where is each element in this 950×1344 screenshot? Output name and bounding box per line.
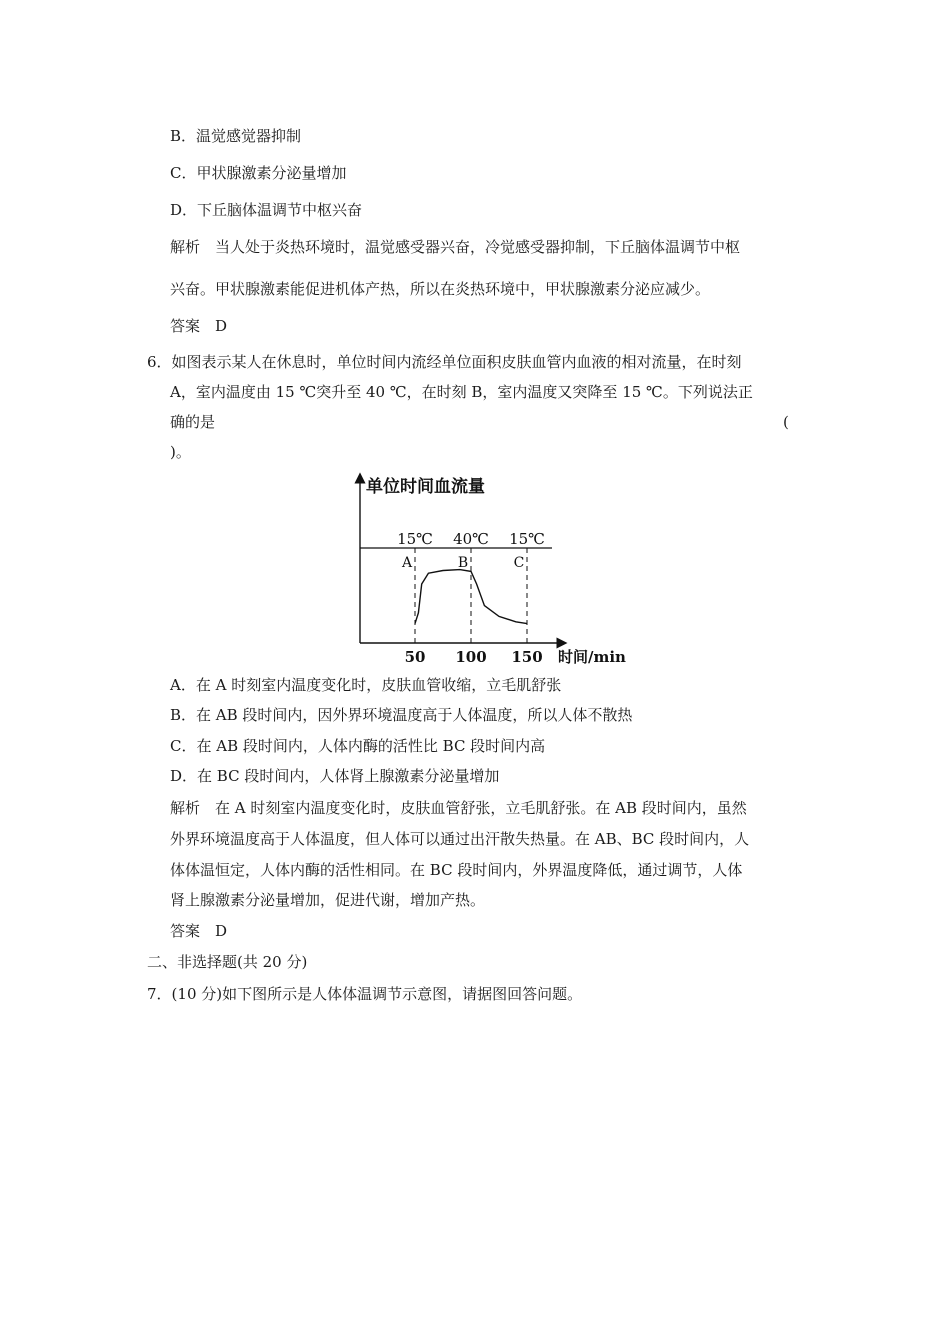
blood-flow-chart — [340, 468, 630, 668]
q5-answer: 答案 D — [170, 317, 228, 335]
q6-answer-paren-open: ( — [783, 413, 789, 431]
q6-answer: 答案 D — [170, 922, 228, 940]
x-axis-label: 时间/min — [558, 648, 626, 666]
section-2-heading: 二、非选择题(共 20 分) — [147, 953, 308, 971]
q5-option-c: C．甲状腺激素分泌量增加 — [170, 164, 347, 182]
q6-stem-line-3: 确的是 — [170, 413, 216, 431]
marker-temp-label-b: 40℃ — [453, 530, 489, 548]
q6-stem-line-1: 6．如图表示某人在休息时，单位时间内流经单位面积皮肤血管内血液的相对流量，在时刻 — [147, 353, 742, 371]
q6-answer-paren-close: )。 — [170, 443, 191, 461]
q6-option-b: B．在 AB 段时间内，因外界环境温度高于人体温度，所以人体不散热 — [170, 706, 633, 724]
q6-option-c: C．在 AB 段时间内，人体内酶的活性比 BC 段时间内高 — [170, 737, 546, 755]
q6-option-a: A．在 A 时刻室内温度变化时，皮肤血管收缩，立毛肌舒张 — [170, 676, 562, 694]
marker-temp-label-a: 15℃ — [397, 530, 433, 548]
q5-option-d: D．下丘脑体温调节中枢兴奋 — [170, 201, 363, 219]
q6-analysis-line-2: 外界环境温度高于人体温度，但人体可以通过出汗散失热量。在 AB、BC 段时间内，人 — [170, 830, 750, 848]
q5-option-b: B．温觉感觉器抑制 — [170, 127, 302, 145]
x-tick-label-100: 100 — [455, 648, 487, 666]
q7-stem: 7．(10 分)如下图所示是人体体温调节示意图，请据图回答问题。 — [147, 985, 583, 1003]
marker-temp-label-c: 15℃ — [509, 530, 545, 548]
x-tick-label-150: 150 — [511, 648, 543, 666]
y-axis-label: 单位时间血流量 — [366, 477, 485, 497]
q6-option-d: D．在 BC 段时间内，人体肾上腺激素分泌量增加 — [170, 767, 500, 785]
q5-analysis-line-2: 兴奋。甲状腺激素能促进机体产热，所以在炎热环境中，甲状腺激素分泌应减少。 — [170, 280, 711, 298]
x-tick-label-50: 50 — [404, 648, 426, 666]
q6-analysis-line-4: 肾上腺激素分泌量增加，促进代谢，增加产热。 — [170, 891, 486, 909]
q6-analysis-line-3: 体体温恒定，人体内酶的活性相同。在 BC 段时间内，外界温度降低，通过调节，人体 — [170, 861, 743, 879]
q5-analysis-line-1: 解析 当人处于炎热环境时，温觉感受器兴奋，冷觉感受器抑制，下丘脑体温调节中枢 — [170, 238, 741, 256]
q6-stem-line-2: A，室内温度由 15 ℃突升至 40 ℃，在时刻 B，室内温度又突降至 15 ℃。下列说法正 — [170, 383, 753, 401]
q6-analysis-line-1: 解析 在 A 时刻室内温度变化时，皮肤血管舒张，立毛肌舒张。在 AB 段时间内，虽然 — [170, 799, 747, 817]
marker-label-c: C — [513, 555, 525, 571]
marker-label-a: A — [401, 555, 413, 571]
marker-label-b: B — [457, 555, 469, 571]
